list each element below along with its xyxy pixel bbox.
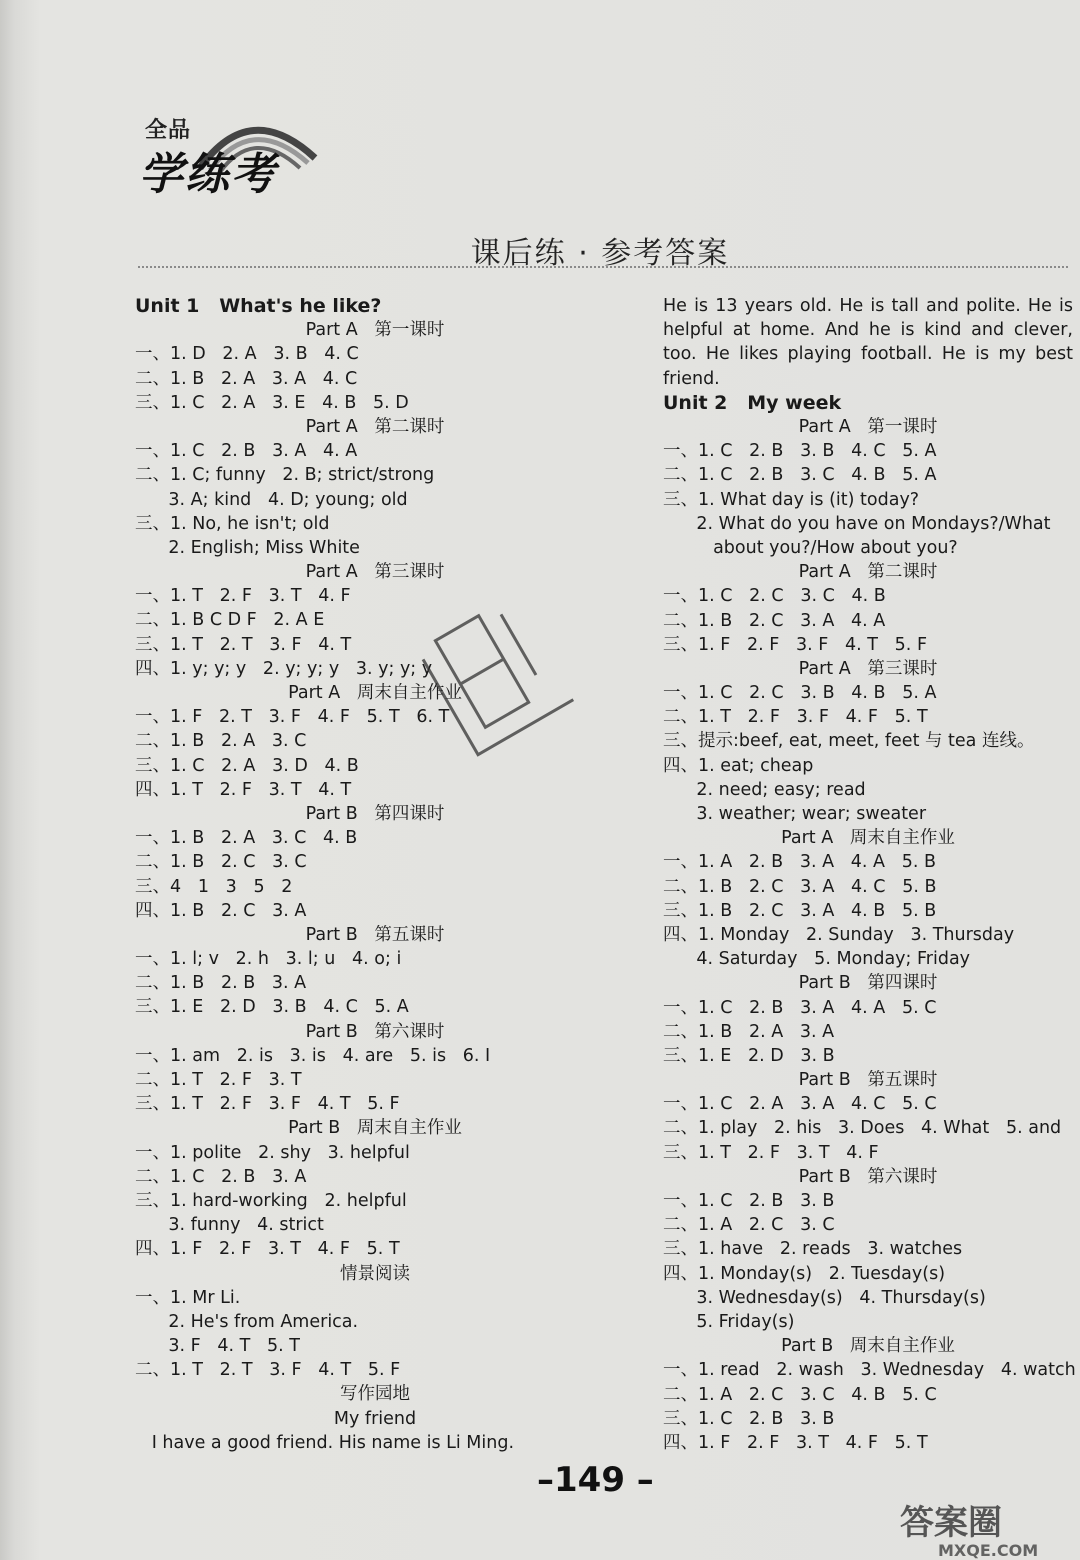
right-section-heading: Part A 第一课时 xyxy=(798,417,938,437)
left-section-heading: Part B 第五课时 xyxy=(305,924,445,945)
right-answer-line: 2. need; easy; read xyxy=(663,779,866,800)
left-answer-line: 2. He's from America. xyxy=(135,1311,359,1332)
left-answer-line: 四、1. F 2. F 3. T 4. F 5. T xyxy=(135,1239,400,1260)
right-answer-line: 4. Saturday 5. Monday; Friday xyxy=(663,949,971,970)
logo-small-text: 全品 xyxy=(145,118,192,143)
right-section-heading: Part B 第六课时 xyxy=(798,1166,938,1187)
left-answer-line: 一、1. Mr Li. xyxy=(135,1287,241,1308)
left-section-heading: 情景阅读 xyxy=(340,1263,410,1284)
right-answer-line: 3. weather; wear; sweater xyxy=(663,804,927,824)
right-answer-line: 二、1. A 2. C 3. C xyxy=(663,1215,835,1236)
right-answer-line: 四、1. Monday 2. Sunday 3. Thursday xyxy=(663,924,1015,945)
right-answer-line: 二、1. B 2. C 3. A 4. A xyxy=(663,610,886,631)
left-answer-line: 二、1. B C D F 2. A E xyxy=(135,610,325,631)
left-answer-line: 三、1. C 2. A 3. D 4. B xyxy=(135,755,359,776)
right-answer-line: 一、1. C 2. B 3. A 4. A 5. C xyxy=(663,997,937,1018)
left-section-heading: 写作园地 xyxy=(340,1384,410,1405)
right-answer-line: 三、1. F 2. F 3. F 4. T 5. F xyxy=(663,634,928,655)
right-answer-line: 一、1. C 2. B 3. B xyxy=(663,1191,835,1211)
right-answer-line: 一、1. C 2. C 3. B 4. B 5. A xyxy=(663,683,937,704)
left-section-heading: Part B 第六课时 xyxy=(305,1021,445,1042)
left-answer-line: 二、1. C 2. B 3. A xyxy=(135,1166,307,1187)
right-answer-line: 二、1. C 2. B 3. C 4. B 5. A xyxy=(663,465,937,486)
right-answer-line: 5. Friday(s) xyxy=(663,1311,795,1332)
right-answer-line: 二、1. B 2. C 3. A 4. C 5. B xyxy=(663,876,937,897)
left-answer-line: 一、1. polite 2. shy 3. helpful xyxy=(135,1142,410,1163)
left-answer-line: 一、1. F 2. T 3. F 4. F 5. T 6. T xyxy=(135,707,450,728)
left-answer-line: 2. English; Miss White xyxy=(135,537,360,558)
right-answer-line: 四、1. Monday(s) 2. Tuesday(s) xyxy=(663,1263,946,1284)
logo-big-text: 学练考 xyxy=(139,149,277,200)
right-answer-line: 三、1. T 2. F 3. T 4. F xyxy=(663,1142,879,1163)
left-section-heading: Part B 周末自主作业 xyxy=(288,1118,462,1139)
left-answer-line: 一、1. D 2. A 3. B 4. C xyxy=(135,344,359,365)
site-watermark xyxy=(890,1498,1080,1560)
right-answer-line: 一、1. read 2. wash 3. Wednesday 4. watch xyxy=(663,1360,1076,1381)
left-section-heading: Part B 第四课时 xyxy=(305,803,445,824)
right-answer-line: 四、1. F 2. F 3. T 4. F 5. T xyxy=(663,1432,928,1453)
left-section-heading: Part A 第三课时 xyxy=(305,562,445,583)
right-answer-line: 3. Wednesday(s) 4. Thursday(s) xyxy=(663,1287,986,1308)
page-title: 课后练 · 参考答案 xyxy=(470,236,730,271)
right-unit-heading: Unit 2 My week xyxy=(663,391,842,414)
right-answer-line: 三、1. B 2. C 3. A 4. B 5. B xyxy=(663,900,937,921)
title-divider xyxy=(138,266,1068,268)
left-answer-line: 二、1. T 2. T 3. F 4. T 5. F xyxy=(135,1360,401,1381)
left-answer-line: 三、1. E 2. D 3. B 4. C 5. A xyxy=(135,997,409,1018)
left-answer-line: 三、1. C 2. A 3. E 4. B 5. D xyxy=(135,392,409,413)
left-answer-line: I have a good friend. His name is Li Ming. xyxy=(135,1432,515,1453)
left-answer-line: 一、1. l; v 2. h 3. l; u 4. o; i xyxy=(135,949,402,970)
left-answer-line: 二、1. C; funny 2. B; strict/strong xyxy=(135,465,435,486)
page-number: –149 – xyxy=(537,1460,654,1500)
left-answer-line: 三、1. T 2. T 3. F 4. T xyxy=(135,634,352,655)
right-answer-line: 二、1. A 2. C 3. C 4. B 5. C xyxy=(663,1384,937,1405)
left-answer-line: 3. A; kind 4. D; young; old xyxy=(135,489,408,510)
left-unit-heading: Unit 1 What's he like? xyxy=(135,295,382,317)
right-section-heading: Part B 第五课时 xyxy=(798,1070,938,1091)
left-answer-line: 三、1. No, he isn't; old xyxy=(135,513,330,534)
left-answer-line: 四、1. B 2. C 3. A xyxy=(135,900,307,921)
right-answer-line: 一、1. A 2. B 3. A 4. A 5. B xyxy=(663,852,936,873)
right-answer-line: 一、1. C 2. C 3. C 4. B xyxy=(663,586,886,607)
left-section-heading: Part A 第二课时 xyxy=(305,416,445,437)
right-section-heading: Part A 周末自主作业 xyxy=(781,828,955,849)
right-answer-line: 三、提示:beef, eat, meet, feet 与 tea 连线。 xyxy=(663,731,1035,752)
right-section-heading: Part B 第四课时 xyxy=(798,973,938,994)
left-answer-line: 3. funny 4. strict xyxy=(135,1215,324,1236)
right-answer-line: 三、1. E 2. D 3. B xyxy=(663,1045,835,1066)
right-answer-line: 三、1. What day is (it) today? xyxy=(663,489,920,510)
right-answer-line: about you?/How about you? xyxy=(663,537,958,558)
svg-text:MXQE.COM: MXQE.COM xyxy=(938,1541,1039,1560)
right-answer-line: 2. What do you have on Mondays?/What xyxy=(663,513,1051,534)
left-answer-line: 三、1. T 2. F 3. F 4. T 5. F xyxy=(135,1094,400,1115)
right-column xyxy=(663,294,1076,1455)
right-section-heading: Part B 周末自主作业 xyxy=(781,1336,955,1357)
left-answer-line: 二、1. B 2. A 3. A 4. C xyxy=(135,368,358,389)
left-answer-line: 二、1. T 2. F 3. T xyxy=(135,1070,302,1090)
left-answer-line: 二、1. B 2. B 3. A xyxy=(135,973,307,994)
right-answer-line: 三、1. C 2. B 3. B xyxy=(663,1408,835,1429)
essay-continuation: He is 13 years old. He is tall and polite. He is helpful at home. And he is kind and clever, too. He likes playing football. He is my best friend. xyxy=(663,296,1073,389)
right-answer-line: 一、1. C 2. B 3. B 4. C 5. A xyxy=(663,441,937,462)
brand-logo xyxy=(135,108,310,203)
left-answer-line: 二、1. B 2. C 3. C xyxy=(135,852,307,873)
left-section-heading: My friend xyxy=(333,1408,417,1429)
left-answer-line: 3. F 4. T 5. T xyxy=(135,1336,300,1357)
right-section-heading: Part A 第三课时 xyxy=(798,658,938,679)
right-answer-line: 二、1. B 2. A 3. A xyxy=(663,1021,835,1042)
right-answer-line: 二、1. play 2. his 3. Does 4. What 5. and xyxy=(663,1118,1062,1139)
right-answer-line: 四、1. eat; cheap xyxy=(663,755,814,776)
right-section-heading: Part A 第二课时 xyxy=(798,562,938,583)
left-answer-line: 一、1. T 2. F 3. T 4. F xyxy=(135,586,351,607)
left-section-heading: Part A 周末自主作业 xyxy=(288,683,462,703)
right-answer-line: 二、1. T 2. F 3. F 4. F 5. T xyxy=(663,707,928,728)
left-column xyxy=(135,294,615,1455)
left-answer-line: 二、1. B 2. A 3. C xyxy=(135,731,307,752)
right-answer-line: 三、1. have 2. reads 3. watches xyxy=(663,1239,963,1260)
left-answer-line: 三、4 1 3 5 2 xyxy=(135,876,293,897)
right-answer-line: 一、1. C 2. A 3. A 4. C 5. C xyxy=(663,1094,937,1115)
left-answer-line: 四、1. y; y; y 2. y; y; y 3. y; y; y xyxy=(135,658,433,679)
left-answer-line: 一、1. C 2. B 3. A 4. A xyxy=(135,441,358,462)
left-answer-line: 三、1. hard-working 2. helpful xyxy=(135,1190,407,1211)
left-answer-line: 四、1. T 2. F 3. T 4. T xyxy=(135,779,352,800)
left-answer-line: 一、1. am 2. is 3. is 4. are 5. is 6. I xyxy=(135,1045,491,1066)
stamp-logo xyxy=(410,580,610,800)
svg-text:答案圈: 答案圈 xyxy=(900,1503,1002,1543)
left-answer-line: 一、1. B 2. A 3. C 4. B xyxy=(135,828,358,849)
left-section-heading: Part A 第一课时 xyxy=(305,320,445,341)
right-answer-list xyxy=(663,391,1076,1455)
